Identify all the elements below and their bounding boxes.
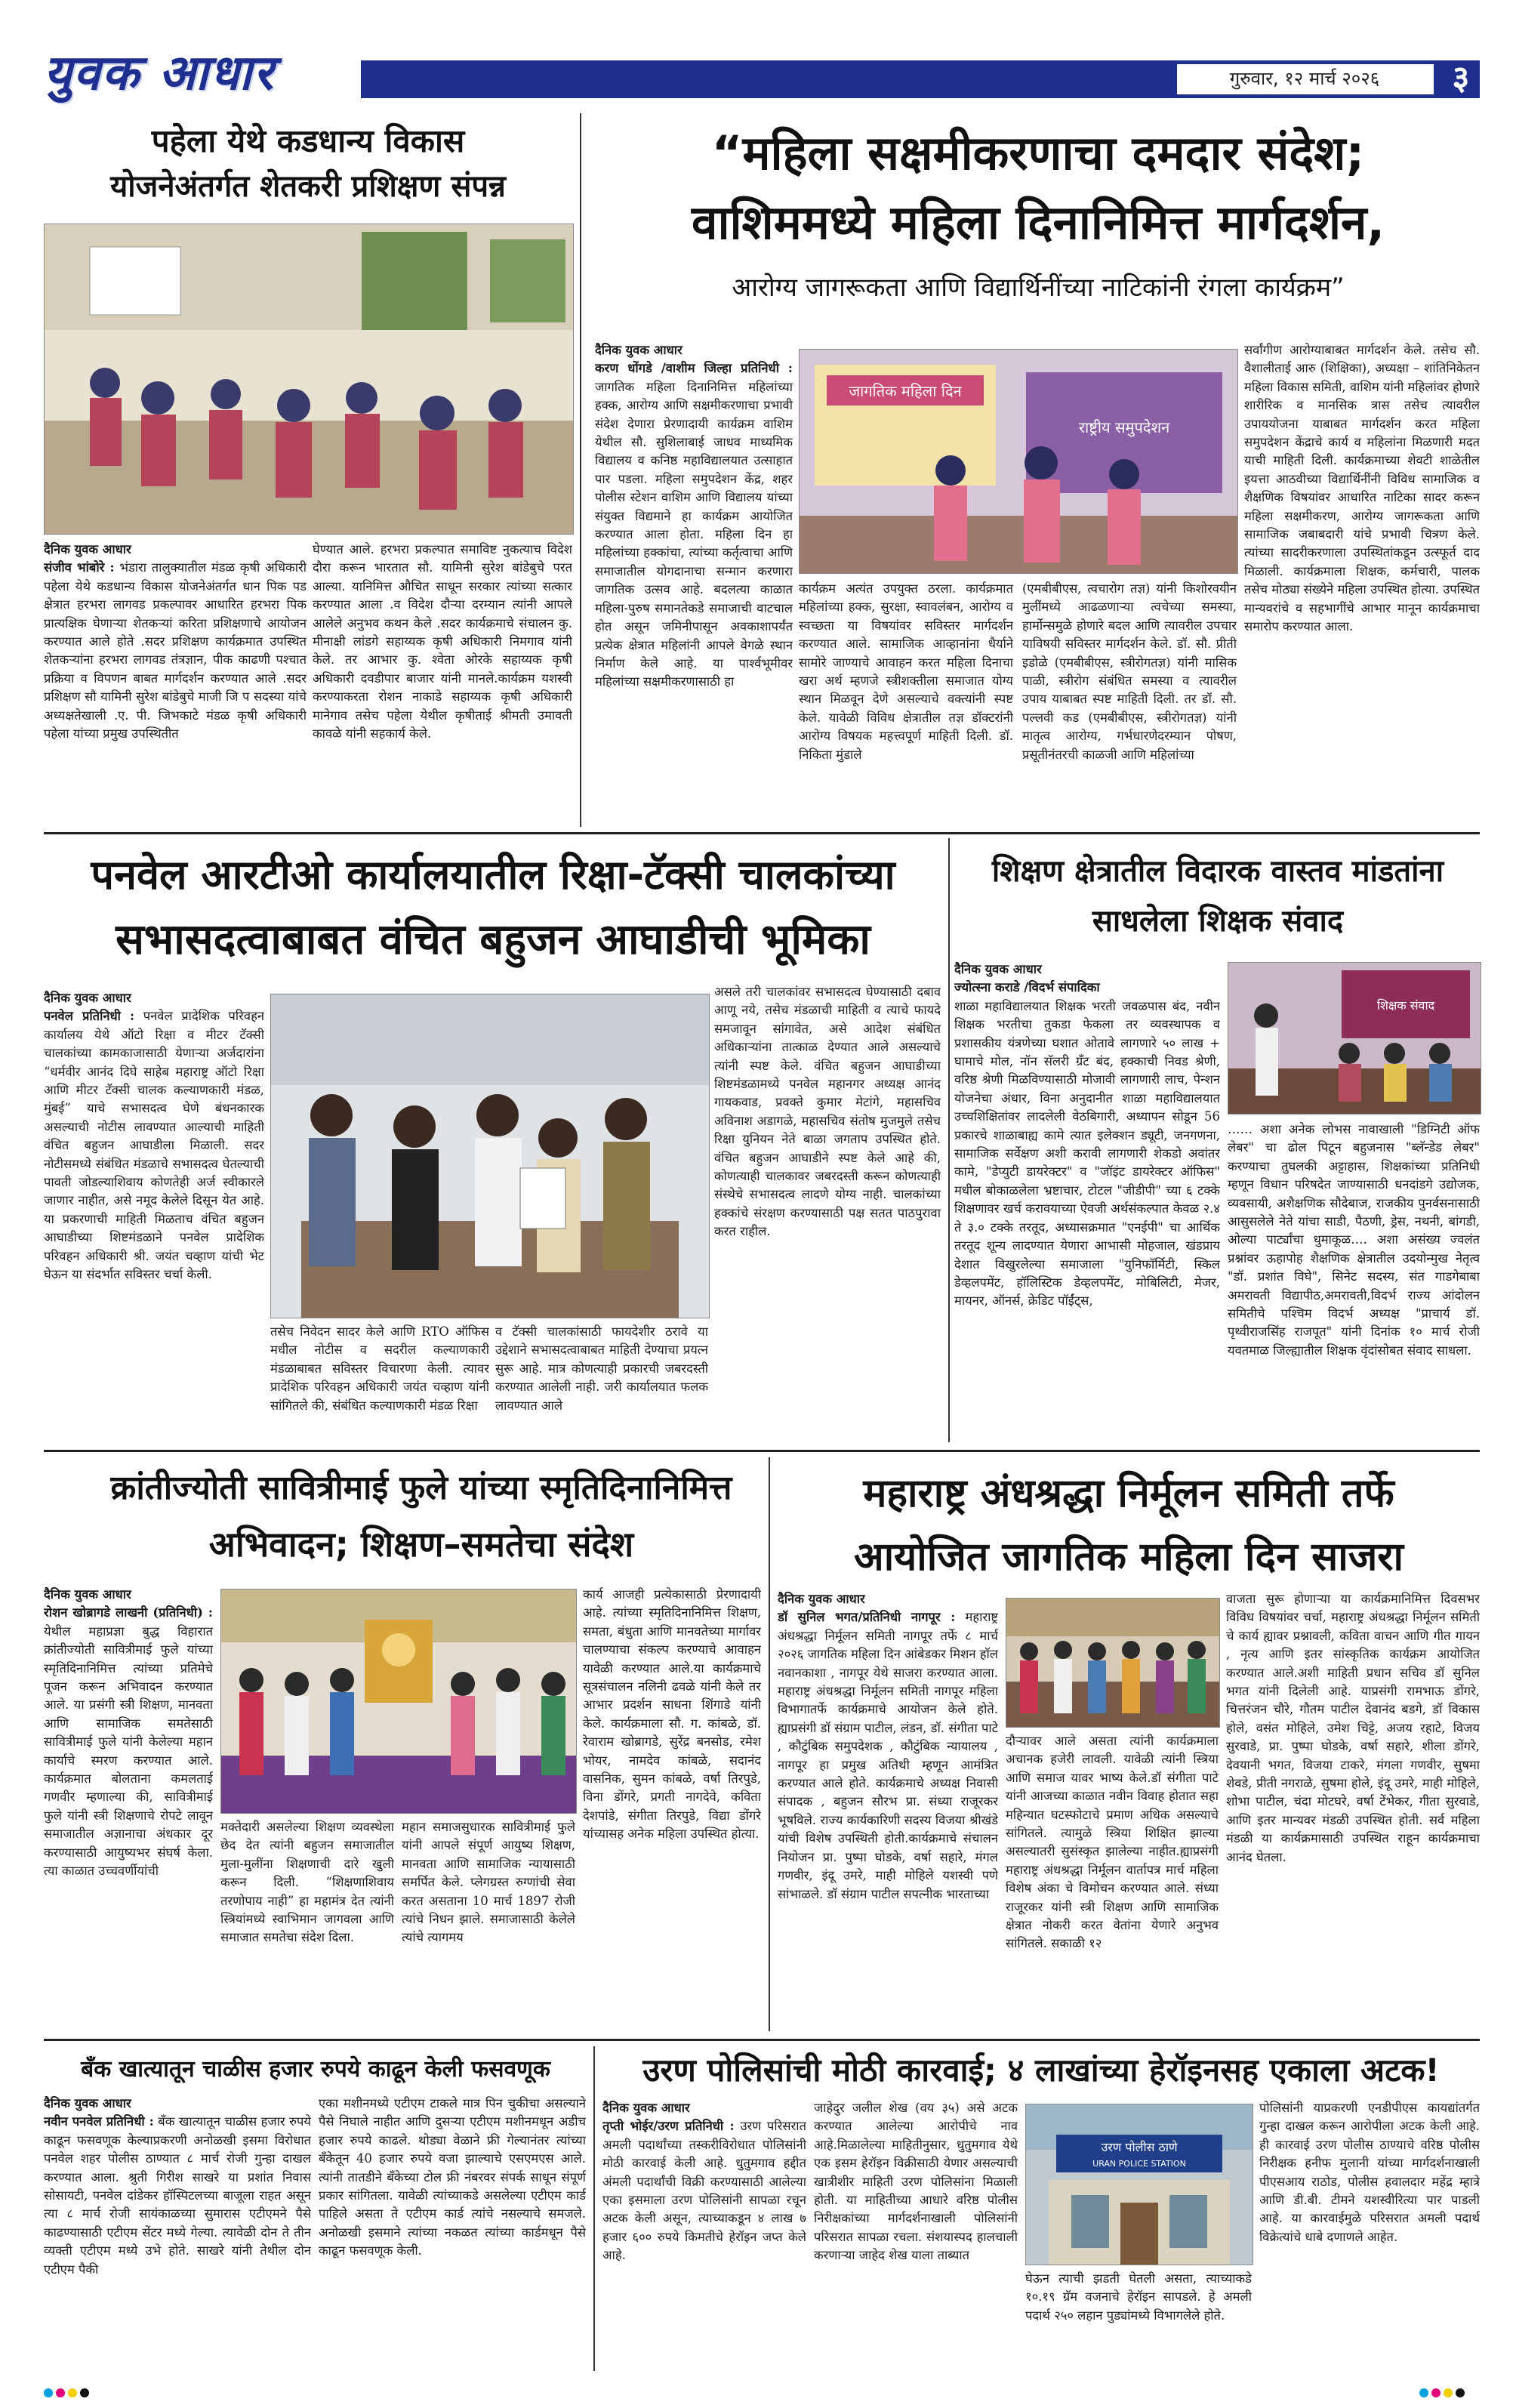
story8-column-1 [602, 2099, 806, 2368]
story2-text-1: जागतिक महिला दिनानिमित्त महिलांच्या हक्क, आरोग्य आणि सक्षमीकरणाचा प्रभावी संदेश देणारा प्रेरणादायी कार्यक्रम वाशिम येथील सौ. सुशिलाबाई जाधव माध्यमिक विद्यालय व कनिष्ठ महाविद्यालयात उत्साहात पार पडला. महिला समुपदेशन केंद्र, शहर पोलीस स्टेशन वाशिम आणि विद्यालय यांच्या संयुक्त विद्यमाने हा कार्यक्रम आयोजित करण्यात आला होता. महिला दिन हा महिलांच्या हक्कांचा, त्यांच्या कर्तृत्वाचा आणि समाजातील योगदानाचा सन्मान करणारा जागतिक उत्सव आहे. बदलत्या काळात महिला-पुरुष समानतेकडे समाजाची वाटचाल होत असून जमिनीपासून अवकाशापर्यंत प्रत्येक क्षेत्रात महिलांनी आपले वेगळे स्थान निर्माण केले आहे. या पार्श्वभूमीवर महिलांच्या सक्षमीकरणासाठी हा [595, 379, 793, 689]
story2-text-4: सर्वांगीण आरोग्याबाबत मार्गदर्शन केले. तसेच सौ. वैशालीताई आरु (शिक्षिका), अध्यक्षा – शांतिनिकेतन महिला विकास समिती, वाशिम यांनी महिलांवर होणारे शारीरिक व मानसिक त्रास तसेच त्यावरील उपाययोजना याबाबत मार्गदर्शन करत महिला समुपदेशन केंद्राचे कार्य व महिलांना मिळणारी मदत याची माहिती दिली. कार्यक्रमाच्या शेवटी शाळेतील इयत्ता आठवीच्या विद्यार्थिनींनी विविध सामाजिक व शैक्षणिक विषयांवर आधारित नाटिका सादर करून महिला सक्षमीकरण, आरोग्य जागरूकता आणि सामाजिक जबाबदारी यांचे प्रभावी चित्रण केले. त्यांच्या सादरीकरणाला उपस्थितांकडून उत्स्फूर्त दाद मिळाली. कार्यक्रमाला शिक्षक, कर्मचारी, पालक तसेच मोठ्या संख्येने महिला उपस्थित होत्या. उपस्थित मान्यवरांचे व सहभागींचे आभार मानून कार्यक्रमाचा समारोप करण्यात आला. [1244, 343, 1480, 634]
story7-column-2 [319, 2095, 586, 2368]
divider [44, 1450, 1480, 1452]
story2-column-1 [595, 341, 793, 825]
story3-byline-1: दैनिक युवक आधार [44, 991, 131, 1005]
story6-column-1 [778, 1590, 998, 2031]
story6-headline-line1: महाराष्ट्र अंधश्रद्धा निर्मूलन समिती तर्फे [863, 1471, 1394, 1516]
story7-headline: बँक खात्यातून चाळीस हजार रुपये काढून केली फसवणूक [81, 2056, 550, 2083]
story2-byline-2: करण धोंगडे /वाशीम जिल्हा प्रतिनिधी : [595, 361, 793, 376]
uran-police-station-image [1026, 2104, 1253, 2265]
divider [44, 2039, 1480, 2041]
story1-column-1 [44, 541, 307, 822]
rto-delegation-image [271, 994, 709, 1318]
story8-text-2: जाहेदुर जलील शेख (वय ३५) असे अटक करण्यात आलेल्या आरोपीचे नाव आहे.मिळालेल्या माहितीनुसार, धुतुमगाव येथे एक इसम हेरॉइन विक्रीसाठी येणार असल्याची खात्रीशीर माहिती उरण पोलिसांना मिळाली होती. या माहितीच्या आधारे वरिष्ठ पोलीस निरीक्षकांच्या मार्गदर्शनाखाली पोलिसांनी परिसरात सापळा रचला. संशयास्पद हालचाली करणाऱ्या जाहेद शेख याला ताब्यात [814, 2101, 1018, 2263]
story4-text-1: शाळा महाविद्यालयात शिक्षक भरती जवळपास बंद, नवीन शिक्षक भरतीचा तुकडा फेकला तर व्यवस्थापक व प्रशासकीय यंत्रणेच्या घशात ओतावे लागणारे ५० लाख + घामाचे मोल, नॉन सॅलरी ग्रॅंट बंद, हक्काची निवड श्रेणी, वरिष्ठ श्रेणी मिळविण्यासाठी मोजावी लागणारी लाच, पेन्शन योजनेचा अंधार, विना अनुदानीत शाळा महाविद्यालयात उच्चशिक्षितांवर लादलेली वेठबिगारी, अध्यापन सोडून 56 प्रकारचे शाळाबाह्य कामे त्यात इलेक्शन ड्यूटी, जनगणना, सामाजिक सर्वेक्षण अशी करावी लागणारी शेकडो अवांतर कामे, "डेप्युटी डायरेक्टर" व "जॉइंट डायरेक्टर ऑफिस" मधील बोकाळलेला भ्रष्टाचार, टोटल "जीडीपी" च्या ६ टक्के शिक्षणावर खर्च करावयाच्या ऐवजी अर्थसंकल्पात केवळ २.४ ते ३.० टक्के तरतूद, अध्यासक्रमात "एनईपी" चा आर्थिक तरतूद शून्य लादण्यात येणारा आभासी मोहजाल, खंडप्राय देशात विखुरलेल्या समाजाला "युनिफॉर्मिटी, स्किल डेव्हलपमेंट, हॉलिस्टिक डेव्हलपमेंट, मोबिलिटी, मेजर, मायनर, ऑनर्स, क्रेडिट पॉईंट्स, [954, 998, 1220, 1309]
story2-photo [799, 349, 1238, 574]
masthead-logo: युवक आधार [44, 45, 275, 101]
banner-title: जागतिक महिला दिन [849, 382, 962, 400]
story3-text-1: पनवेल प्रादेशिक परिवहन कार्यालय येथे ऑटो रिक्षा व मीटर टॅक्सी चालकांच्या कामकाजासाठी येणाऱ्या अर्जदारांना “धर्मवीर आनंद दिघे साहेब महाराष्ट्र ऑटो रिक्षा आणि मीटर टॅक्सी चालक कल्याणकारी मंडळ, मुंबई” याचे सभासदत्व घेणे बंधनकारक असल्याची नोटीस लावण्यात आल्याची माहिती वंचित बहुजन आघाडीला मिळाली. सदर नोटीसमध्ये संबंधित मंडळाचे सभासदत्व घेतल्याची पावती जोडल्याशिवाय कोणतेही अर्ज स्वीकारले जाणार नाहीत, असे नमूद केलेले दिसून येत आहे. या प्रकरणाची माहिती मिळताच वंचित बहुजन आघाडीच्या शिष्टमंडळाने पनवेल प्रादेशिक परिवहन अधिकारी श्री. जयंत चव्हाण यांची भेट घेऊन या संदर्भात सविस्तर चर्चा केली. [44, 1009, 264, 1282]
story1-headline-line1: पहेला येथे कडधान्य विकास [151, 122, 465, 159]
story7-text-1: बँक खात्यातून चाळीस हजार रुपये काढून फसवणूक केल्याप्रकरणी अनोळखी इसमा विरोधात पनवेल शहर पोलीस ठाण्यात ८ मार्च रोजी गुन्हा दाखल करण्यात आला. श्रुती गिरीश साखरे या प्रशांत निवास सोसायटी, पनवेल दांडेकर हॉस्पिटलच्या बाजूला राहत असून त्या ८ मार्च रोजी सायंकाळच्या सुमारास एटीएमने पैसे काढण्यासाठी एटीएम सेंटर मध्ये गेल्या. त्यावेळी दोन ते तीन व्यक्ती एटीएम मध्ये उभे होते. साखरे यांनी तेथील दोन एटीएम पैकी [44, 2114, 311, 2277]
story8-column-3 [1025, 2270, 1252, 2368]
savitribai-tribute-image [221, 1589, 576, 1813]
banner-sign: राष्ट्रीय समुपदेशन [1078, 418, 1170, 436]
story5-text-2: मक्तेदारी असलेल्या शिक्षण व्यवस्थेला छेद देत त्यांनी बहुजन समाजातील मुला-मुलींना शिक्षणाची दारे खुली करून दिली. “शिक्षणाशिवाय तरणोपाय नाही” हा महामंत्र देत त्यांनी स्त्रियांमध्ये स्वाभिमान जागवला आणि समाजात समतेचा संदेश दिला. [220, 1820, 394, 1945]
story4-photo [1228, 962, 1481, 1115]
story4-column-2 [1228, 1121, 1480, 1442]
masthead [44, 44, 1480, 103]
story2-text-2: कार्यक्रम अत्यंत उपयुक्त ठरला. कार्यक्रमात महिलांच्या हक्क, सुरक्षा, स्वावलंबन, आरोग्य व स्वच्छता या विषयांवर सविस्तर मार्गदर्शन करण्यात आले. सामाजिक आव्हानांना धैर्याने सामोरे जाण्याचे आवाहन करत महिला दिनाचा खरा अर्थ म्हणजे स्त्रीशक्तीला समाजात योग्य स्थान मिळवून देणे असल्याचे वक्त्यांनी स्पष्ट केले. यावेळी विविध क्षेत्रातील तज्ञ डॉक्टरांनी आरोग्य विषयक महत्त्वपूर्ण माहिती दिली. डॉ. निकिता मुंडाले [799, 581, 1013, 762]
story3-photo [270, 994, 710, 1318]
story8-byline-2: तृप्ती भोईर/उरण प्रतिनिधी : [602, 2119, 735, 2134]
story6-text-3: वाजता सुरू होणाऱ्या या कार्यक्रमानिमित्त दिवसभर विविध विषयांवर चर्चा, महाराष्ट्र अंधश्रद्धा निर्मूलन समिती चे कार्य ह्यावर प्रश्नावली, कविता वाचन आणि गीत गायन , नृत्य आणि इतर सांस्कृतिक कार्यक्रम आयोजित करण्यात आले.अशी माहिती प्रधान सचिव डॉ सुनिल भगत यांनी दिलेली आहे. याप्रसंगी रामभाऊ डोंगरे, चित्तरंजन चौरे, गौतम पाटील देवानंद बडगे, डॉ विकास होले, वसंत मोहिले, उमेश चिट्टे, अजय रहाटे, विजय सुरवाडे, प्रा. पुष्पा घोडके, वर्षा सहारे, शीला डोंगरे, देवयानी भगत, विजया टाकरे, मंगला गणवीर, सुषमा शेवडे, प्रीती नगराळे, सुषमा होले, इंदू उमरे, माही मोहिले, शोभा पाटील, चंदा मोटघरे, वर्षा टेंभेकर, गीता सुरवाडे, आणि इतर मान्यवर मंडळी उपस्थित होती. सर्व महिला मंडळी या कार्यक्रमासाठी उपस्थित राहून कार्यक्रमाचा आनंद घेतला. [1226, 1592, 1480, 1864]
story5-text-3: महान समाजसुधारक सावित्रीमाई फुले यांनी आपले संपूर्ण आयुष्य शिक्षण, मानवता आणि सामाजिक न्यायासाठी समर्पित केले. प्लेगग्रस्त रुग्णांची सेवा करत असताना 10 मार्च 1897 रोजी त्यांचे निधन झाले. समाजासाठी केलेले त्यांचे त्यागमय [402, 1820, 575, 1945]
magenta-dot [1431, 2388, 1441, 2397]
story4-byline-1: दैनिक युवक आधार [954, 962, 1042, 976]
story7-byline-1: दैनिक युवक आधार [44, 2096, 131, 2110]
story2-headline-line1: “महिला सक्षमीकरणाचा दमदार संदेश; [711, 125, 1365, 180]
story1-text-1: भंडारा तालुक्यातील मंडळ कृषी अधिकारी पहेला येथे कडधान्य विकास योजनेअंतर्गत धान पिक पड क्षेत्रात हरभरा लागवड प्रकल्पावर आधारित हरभरा पिक प्रात्यक्षिक घेणाऱ्या शेतकऱ्यां करिता प्रशिक्षणाचे आयोजन करण्यात आले होते .सदर प्रशिक्षण कार्यक्रमात उपस्थित शेतकऱ्यांना हरभरा लागवड तंत्रज्ञान, पीक काढणी पश्चात प्रक्रिया व विपणन बाबत मार्गदर्शन करण्यात आले .सदर प्रशिक्षण सौ यामिनी सुरेश बांडेबुचे माजी जि प सदस्या यांचे अध्यक्षतेखाली .ए. पी. जिभकाटे मंडळ कृषी अधिकारी पहेला यांच्या प्रमुख उपस्थितीत [44, 560, 307, 742]
story3-text-3: व टॅक्सी चालकांसाठी फायदेशीर ठरावे या उद्देशाने सभासदत्वाबाबत माहिती देण्याचा प्रयत्न सुरू आहे. मात्र कोणत्याही प्रकारची जबरदस्ती करण्यात आलेली नाही. जरी कार्यालयात फलक लावण्यात आले [495, 1324, 708, 1413]
story6-text-2: दौऱ्यावर आले असता त्यांनी कार्यक्रमाला अचानक हजेरी लावली. यावेळी त्यांनी स्त्रिया आणि समाज यावर भाष्य केले.डॉ संगीता पाटे यांनी आजच्या काळात नवीन विवाह होतात सहा महिन्यात घटस्फोटाचे प्रमाण अधिक असल्याचे सांगितले. त्यामुळे स्त्रिया शिक्षित झाल्या असल्यातरी सुसंस्कृत झालेल्या नाहीत.ह्याप्रसंगी महाराष्ट्र अंधश्रद्धा निर्मूलन वार्तापत्र मार्च महिला विशेष अंका चे विमोचन करण्यात आले. संध्या राजूरकर यांनी स्त्री शिक्षण आणि सामाजिक क्षेत्रात नोकरी करत वेतांना येणारे अनुभव सांगितले. सकाळी १२ [1006, 1734, 1219, 1951]
womens-day-event-image [800, 350, 1237, 573]
story2-byline-1: दैनिक युवक आधार [595, 343, 683, 357]
black-dot [1456, 2388, 1465, 2397]
story1-photo [44, 224, 574, 535]
masthead-date: गुरुवार, १२ मार्च २०२६ [1229, 68, 1380, 89]
story8-photo [1025, 2104, 1253, 2265]
story6-byline-1: दैनिक युवक आधार [778, 1592, 865, 1606]
story6-column-3 [1226, 1590, 1480, 2031]
story8-byline-1: दैनिक युवक आधार [602, 2101, 690, 2115]
story3-column-2 [270, 1323, 489, 1442]
story5-text-4: कार्य आजही प्रत्येकासाठी प्रेरणादायी आहे. त्यांच्या स्मृतिदिनानिमित्त शिक्षण, समता, बंधुता आणि मानवतेच्या मार्गावर चालण्याचा संकल्प करण्याचे आवाहन यावेळी करण्यात आले.या कार्यक्रमाचे सूत्रसंचालन नलिनी ढवळे यांनी केले तर आभार प्रदर्शन साधना शिंगाडे यांनी केले. कार्यक्रमाला सौ. ग. कांबळे, डॉ. रेवाराम खोब्रागडे, सुरेंद्र बनसोड, रमेश भोयर, नामदेव कांबळे, सदानंद वासनिक, सुमन कांबळे, वर्षा तिरपुडे, विना डोंगरे, प्रगती नागदेवे, कविता देशपांडे, संगीता तिरपुडे, विद्या डोंगरे यांच्यासह अनेक महिला उपस्थित होत्या. [583, 1587, 761, 1842]
story3-text-4: असले तरी चालकांवर सभासदत्व घेण्यासाठी दबाव आणू नये, तसेच मंडळाची माहिती व त्याचे फायदे समजावून सांगावेत, असे आदेश संबंधित अधिकाऱ्यांना तात्काळ देण्यात आले असल्याचे त्यांनी स्पष्ट केले. वंचित बहुजन आघाडीच्या शिष्टमंडळामध्ये पनवेल महानगर अध्यक्ष आनंद गायकवाड, प्रवक्ते कुमार मेटांगे, महासचिव अविनाश अडागळे, महासचिव संतोष मुजमुले तसेच रिक्षा युनियन नेते बाळा जगताप उपस्थित होते. वंचित बहुजन आघाडीने स्पष्ट केले आहे की, कोणत्याही चालकावर जबरदस्ती करून कोणत्याही संस्थेचे सभासदत्व लादणे योग्य नाही. चालकांच्या हक्कांचे संरक्षण करण्यासाठी पक्ष सतत पाठपुरावा करत राहील. [714, 985, 941, 1239]
story5-column-3 [402, 1818, 575, 2031]
divider [593, 2046, 595, 2371]
story3-text-2: तसेच निवेदन सादर केले आणि RTO ऑफिस मधील नोटीस व सदरील कल्याणकारी मंडळाबाबत सविस्तर विचारणा केली. त्यावर प्रादेशिक परिवहन अधिकारी जयंत चव्हाण यांनी सांगितले की, संबंधित कल्याणकारी मंडळ रिक्षा [270, 1324, 489, 1413]
cyan-dot [1419, 2388, 1428, 2397]
story5-byline-1: दैनिक युवक आधार [44, 1587, 131, 1602]
police-sign-sub: URAN POLICE STATION [1092, 2159, 1186, 2169]
story1-headline-line2: योजनेअंतर्गत शेतकरी प्रशिक्षण संपन्न [110, 169, 506, 204]
cyan-dot [44, 2388, 53, 2397]
story6-text-1: महाराष्ट्र अंधश्रद्धा निर्मूलन समिती नागपूर तर्फे ८ मार्च २०२६ जागतिक महिला दिन आंबेडकर मिशन हॉल नवानकाशा , नागपूर येथे साजरा करण्यात आला. महाराष्ट्र अंधश्रद्धा निर्मूलन समिती नागपूर महिला विभागातर्फे कार्यक्रमाचे आयोजन केले होते. ह्याप्रसंगी डॉ संग्राम पाटील, लंडन, डॉ. संगीता पाटे , कौटुंबिक समुपदेशक , कौटुंबिक न्यायालय , नागपूर हा प्रमुख अतिथी म्हणून आमंत्रित करण्यात आले होते. कार्यक्रमाचे अध्यक्ष निवासी संपादक , बहुजन सौरभ प्रा. संध्या राजूरकर भूषविले. राज्य कार्यकारिणी सदस्य विजया श्रीखंडे यांची विशेष उपस्थिती होती.कार्यक्रमाचे संचालन नियोजन प्रा. पुष्पा घोडके, वर्षा सहारे, मंगल गणवीर, इंदू उमरे, माही मोहिले यशस्वी पणे सांभाळले. डॉ संग्राम पाटील सपत्नीक भारताच्या [778, 1610, 998, 1901]
story3-column-4 [714, 983, 941, 1442]
story1-column-2 [313, 541, 572, 822]
teacher-dialogue-image [1228, 963, 1481, 1114]
story7-byline-2: नवीन पनवेल प्रतिनिधी : [44, 2114, 154, 2129]
divider [580, 113, 581, 827]
story6-headline-line2: आयोजित जागतिक महिला दिन साजरा [853, 1534, 1404, 1580]
story5-photo [220, 1589, 577, 1814]
story1-byline-2: संजीव भांबोरे : [44, 560, 115, 575]
story5-headline-line2: अभिवादन; शिक्षण–समतेचा संदेश [208, 1524, 634, 1565]
footer-left-color-marks [44, 2386, 104, 2397]
story7-text-2: एका मशीनमध्ये एटीएम टाकले मात्र पिन चुकीचा असल्याने पैसे निघाले नाहीत आणि दुसऱ्या एटीएम मशीनमधून अडीच हजार रुपये काढले. थोड्या वेळाने फ्री गेल्यानंतर त्यांच्या बँकेतून 40 हजार रुपये वजा झाल्याचे एसएमएस आले. त्यांनी तातडीने बँकेच्या टोल फ्री नंबरवर संपर्क साधून संपूर्ण प्रकार सांगितला. यावेळी त्यांच्याकडे असलेल्या एटीएम कार्ड पाहिले असता ते एटीएम कार्ड त्यांचे नसल्याचे समजले. अनोळखी इसमाने त्यांच्या नकळत त्यांच्या कार्डमधून पैसे काढून फसवणूक केली. [319, 2096, 586, 2258]
black-dot [80, 2388, 89, 2397]
story2-text-3: (एमबीबीएस, त्वचारोग तज्ञ) यांनी किशोरवयीन मुलींमध्ये आढळणाऱ्या त्वचेच्या समस्या, हार्मोन्समुळे होणारे बदल आणि त्यावरील उपचार याविषयी सविस्तर मार्गदर्शन केले. डॉ. सौ. प्रीती इडोळे (एमबीबीएस, स्त्रीरोगतज्ञ) यांनी मासिक पाळी, स्त्रीरोग संबंधित समस्या व त्यावरील उपाय याबाबत स्पष्ट माहिती दिली. तर डॉ. सौ. पल्लवी कड (एमबीबीएस, स्त्रीरोगतज्ञ) यांनी मातृत्व आरोग्य, गर्भधारणेदरम्यान पोषण, प्रसूतीनंतरची काळजी आणि महिलांच्या [1022, 581, 1237, 762]
story6-column-2 [1006, 1732, 1219, 2031]
banner-title: शिक्षक संवाद [1376, 998, 1435, 1013]
story2-column-2 [799, 580, 1013, 825]
story3-headline-line1: पनवेल आरटीओ कार्यालयातील रिक्षा-टॅक्सी चालकांच्या [91, 851, 895, 899]
story7-column-1 [44, 2095, 311, 2368]
yellow-dot [1444, 2388, 1453, 2397]
divider [948, 838, 950, 1442]
story3-headline-line2: सभासदत्वाबाबत वंचित बहुजन आघाडीची भूमिका [116, 915, 870, 964]
farmer-training-image [45, 224, 573, 534]
story8-text-1: उरण परिसरात अमली पदार्थांच्या तस्करीविरोधात पोलिसांनी मोठी कारवाई केली आहे. धुतुमगाव हद्दीत अंमली पदार्थांची विक्री करण्यासाठी आलेल्या एका इसमाला उरण पोलिसांनी सापळा रचून अटक केली असून, त्याच्याकडून ४ लाख ७ हजार ६०० रुपये किमतीचे हेरॉइन जप्त केले आहे. [602, 2119, 806, 2263]
story5-byline-2: रोशन खोब्रागडे लाखनी (प्रतिनिधी) : [44, 1605, 213, 1620]
story2-column-4 [1244, 341, 1480, 825]
story1-text-2: घेण्यात आले. हरभरा प्रकल्पात समाविष्ट नुकत्याच विदेश दौरा करून भारतात सौ. यामिनी सुरेश बांडेबुचे परत आल्या. यानिमित्त औचित साधून सरकार त्यांच्या सत्कार करण्यात आला .व विदेश दौऱ्या दरम्यान त्यांनी आपले आलेले अनुभव कथन केले .सदर कार्यक्रमाचे संचालन कु. मीनाक्षी लांडगे सहाय्यक कृषी अधिकारी निमगाव यांनी केले. तर आभार कु. श्वेता ओरके सहाय्यक कृषी अधिकारी दवडीपार बाजार यांनी मानले.कार्यक्रम यशस्वी करण्याकरता रोशन नाकाडे सहाय्यक कृषी अधिकारी मानेगाव तसेच पहेला येथील कृषीताई श्रीमती उमावती कावळे यांनी सहकार्य केले. [313, 542, 572, 742]
divider [44, 832, 1480, 834]
story2-column-3 [1022, 580, 1237, 825]
footer-right-color-marks [1419, 2386, 1480, 2397]
story3-column-3 [495, 1323, 708, 1442]
womens-day-samiti-image [1006, 1599, 1219, 1727]
story5-headline-line1: क्रांतीज्योती सावित्रीमाई फुले यांच्या स्मृतिदिनानिमित्त [110, 1469, 732, 1507]
story3-column-1 [44, 989, 264, 1442]
story8-column-2 [814, 2099, 1018, 2368]
story5-text-1: येथील महाप्रज्ञा बुद्ध विहारात क्रांतीज्योती सावित्रीमाई फुले यांच्या स्मृतिदिनानिमित्त त्यांच्या प्रतिमेचे पूजन करून अभिवादन करण्यात आले. या प्रसंगी स्त्री शिक्षण, मानवता आणि सामाजिक समतेसाठी सावित्रीमाई फुले यांनी केलेल्या महान कार्याचे स्मरण करण्यात आले. कार्यक्रमात बोलताना कमलताई गणवीर म्हणाल्या की, सावित्रीमाई फुले यांनी स्त्री शिक्षणाचे रोपटे लावून समाजातील अज्ञानाचा अंधकार दूर करण्यासाठी आयुष्यभर संघर्ष केला. त्या काळात उच्चवर्णीयांची [44, 1623, 213, 1879]
story4-headline-line2: साधलेला शिक्षक संवाद [1092, 904, 1344, 939]
divider [769, 1457, 770, 2031]
story1-byline-1: दैनिक युवक आधार [44, 542, 131, 557]
story3-byline-2: पनवेल प्रतिनिधी : [44, 1009, 135, 1024]
magenta-dot [56, 2388, 65, 2397]
story5-column-1 [44, 1586, 213, 2031]
story8-text-4: पोलिसांनी याप्रकरणी एनडीपीएस कायद्यांतर्गत गुन्हा दाखल करून आरोपीला अटक केली आहे. ही कारवाई उरण पोलीस ठाण्याचे वरिष्ठ पोलीस निरीक्षक हनीफ मुलानी यांच्या मार्गदर्शनाखाली पीएसआय राठोड, पोलीस हवालदार महेंद्र म्हात्रे आणि डी.बी. टीमने यशस्वीरित्या पार पाडली आहे. या कारवाईमुळे परिसरात अमली पदार्थ विक्रेत्यांचे धाबे दणाणले आहेत. [1259, 2101, 1480, 2244]
story5-column-4 [583, 1586, 761, 2031]
story8-text-3: घेऊन त्याची झडती घेतली असता, त्याच्याकडे १०.१९ ग्रॅम वजनाचे हेरॉइन सापडले. हे अमली पदार्थ २५० लहान पुड्यांमध्ये विभागलेले होते. [1025, 2271, 1252, 2323]
police-sign: उरण पोलीस ठाणे [1101, 2140, 1178, 2154]
story4-byline-2: ज्योत्स्ना कराडे /विदर्भ संपादिका [954, 980, 1100, 995]
yellow-dot [68, 2388, 77, 2397]
story2-subhead: आरोग्य जागरूकता आणि विद्यार्थिनींच्या नाटिकांनी रंगला कार्यक्रम” [732, 273, 1345, 303]
story8-headline: उरण पोलिसांची मोठी कारवाई; ४ लाखांच्या हेरॉइनसह एकाला अटक! [642, 2052, 1440, 2089]
story2-headline-line2: वाशिममध्ये महिला दिनानिमित्त मार्गदर्शन, [691, 195, 1385, 250]
masthead-page-number: ३ [1452, 59, 1470, 97]
story5-column-2 [220, 1818, 394, 2031]
story4-headline-line1: शिक्षण क्षेत्रातील विदारक वास्तव मांडतांना [991, 854, 1444, 889]
story4-text-2: …… अशा अनेक लोभस नावाखाली "डिग्निटी ऑफ लेबर" चा ढोल पिटून बहुजनास "ब्लॅन्डेड लेबर" करण्याचा तुघलकी अट्टाहास, शिक्षकांच्या प्रतिनिधी म्हणून विधान परिषदेत जाण्यासाठी धनदांडगे उद्योजक, व्यवसायी, अशैक्षणिक सौदेबाज, राजकीय पुनर्वसनासाठी आसुसलेले नेते यांचा साडी, पैठणी, ड्रेस, नथनी, बांगडी, ओल्या पार्ट्यांचा धुमाकूळ…. अशा असंख्य ज्वलंत प्रश्नांवर ऊहापोह शैक्षणिक क्षेत्रातील उदयोन्मुख नेतृत्व "डॉ. प्रशांत विघे", सिनेट सदस्य, संत गाडगेबाबा अमरावती विद्यापीठ,अमरावती,विदर्भ राज्य आंदोलन समितीचे पश्चिम विदर्भ अध्यक्ष "प्राचार्य डॉ. पृथ्वीराजसिंह राजपूत" यांनी दिनांक १० मार्च रोजी यवतमाळ जिल्ह्यातील शिक्षक वृंदांसोबत संवाद साधला. [1228, 1122, 1480, 1358]
story8-column-4 [1259, 2099, 1480, 2368]
story4-column-1 [954, 960, 1220, 1442]
story6-byline-2: डॉ सुनिल भगत/प्रतिनिधी नागपूर : [778, 1610, 956, 1625]
story6-photo [1006, 1598, 1220, 1728]
